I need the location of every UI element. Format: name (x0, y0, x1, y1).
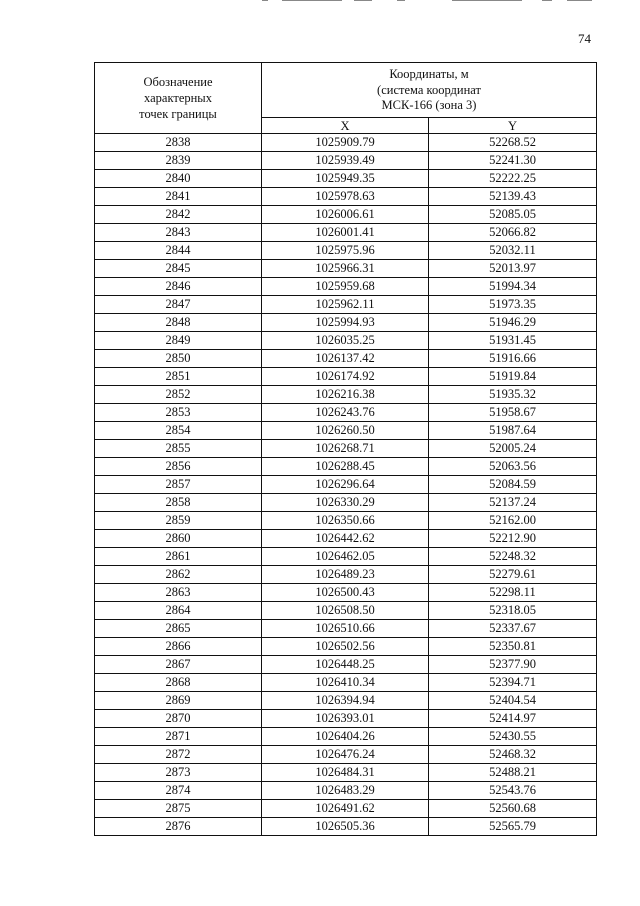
cell-x: 1025909.79 (262, 134, 429, 152)
cell-x: 1025966.31 (262, 260, 429, 278)
cell-point: 2862 (95, 566, 262, 584)
table-row (95, 242, 597, 260)
cell-point: 2864 (95, 602, 262, 620)
table-row (95, 764, 597, 782)
cell-x: 1025994.93 (262, 314, 429, 332)
cell-point: 2851 (95, 368, 262, 386)
cell-x: 1026288.45 (262, 458, 429, 476)
cell-y: 52468.32 (429, 746, 597, 764)
coordinates-table (94, 62, 597, 836)
cell-x: 1026502.56 (262, 638, 429, 656)
cell-point: 2865 (95, 620, 262, 638)
table-row (95, 404, 597, 422)
cell-point: 2866 (95, 638, 262, 656)
table-row (95, 206, 597, 224)
cell-point: 2847 (95, 296, 262, 314)
table-row (95, 728, 597, 746)
cell-point: 2868 (95, 674, 262, 692)
cell-point: 2838 (95, 134, 262, 152)
cell-x: 1026448.25 (262, 656, 429, 674)
cell-x: 1026410.34 (262, 674, 429, 692)
header-y: Y (429, 118, 597, 134)
cell-y: 52414.97 (429, 710, 597, 728)
table-row (95, 188, 597, 206)
table-row (95, 368, 597, 386)
cell-point: 2852 (95, 386, 262, 404)
cell-x: 1026243.76 (262, 404, 429, 422)
cell-y: 52162.00 (429, 512, 597, 530)
cell-x: 1026260.50 (262, 422, 429, 440)
cell-y: 51935.32 (429, 386, 597, 404)
scan-top-rule (262, 0, 592, 2)
header-point-designation: Обозначение характерных точек границы (95, 63, 262, 134)
cell-y: 52005.24 (429, 440, 597, 458)
cell-y: 52248.32 (429, 548, 597, 566)
table-row (95, 332, 597, 350)
cell-y: 52139.43 (429, 188, 597, 206)
cell-y: 52222.25 (429, 170, 597, 188)
cell-y: 51946.29 (429, 314, 597, 332)
cell-point: 2842 (95, 206, 262, 224)
table-row (95, 656, 597, 674)
cell-y: 52565.79 (429, 818, 597, 836)
cell-x: 1026500.43 (262, 584, 429, 602)
cell-x: 1025959.68 (262, 278, 429, 296)
table-row (95, 620, 597, 638)
cell-x: 1026350.66 (262, 512, 429, 530)
table-row (95, 530, 597, 548)
cell-point: 2841 (95, 188, 262, 206)
table-row (95, 818, 597, 836)
cell-y: 51994.34 (429, 278, 597, 296)
cell-x: 1026216.38 (262, 386, 429, 404)
cell-point: 2844 (95, 242, 262, 260)
cell-point: 2848 (95, 314, 262, 332)
cell-x: 1025949.35 (262, 170, 429, 188)
cell-x: 1026462.05 (262, 548, 429, 566)
table-row (95, 386, 597, 404)
cell-x: 1026483.29 (262, 782, 429, 800)
table-row (95, 458, 597, 476)
cell-point: 2857 (95, 476, 262, 494)
cell-point: 2854 (95, 422, 262, 440)
cell-y: 52268.52 (429, 134, 597, 152)
cell-y: 52543.76 (429, 782, 597, 800)
cell-y: 51973.35 (429, 296, 597, 314)
table-row (95, 566, 597, 584)
cell-x: 1025939.49 (262, 152, 429, 170)
cell-x: 1025962.11 (262, 296, 429, 314)
cell-y: 52241.30 (429, 152, 597, 170)
cell-y: 52279.61 (429, 566, 597, 584)
table-row (95, 692, 597, 710)
cell-x: 1026489.23 (262, 566, 429, 584)
cell-x: 1026393.01 (262, 710, 429, 728)
cell-point: 2846 (95, 278, 262, 296)
table-row (95, 512, 597, 530)
cell-point: 2853 (95, 404, 262, 422)
cell-y: 52337.67 (429, 620, 597, 638)
cell-x: 1026476.24 (262, 746, 429, 764)
cell-y: 52085.05 (429, 206, 597, 224)
cell-x: 1026508.50 (262, 602, 429, 620)
cell-point: 2850 (95, 350, 262, 368)
cell-y: 52013.97 (429, 260, 597, 278)
cell-x: 1025978.63 (262, 188, 429, 206)
cell-y: 51958.67 (429, 404, 597, 422)
cell-point: 2858 (95, 494, 262, 512)
cell-point: 2849 (95, 332, 262, 350)
table-row (95, 152, 597, 170)
table-row (95, 440, 597, 458)
cell-point: 2874 (95, 782, 262, 800)
cell-x: 1026137.42 (262, 350, 429, 368)
cell-y: 52298.11 (429, 584, 597, 602)
cell-y: 52084.59 (429, 476, 597, 494)
cell-y: 52063.56 (429, 458, 597, 476)
cell-point: 2863 (95, 584, 262, 602)
table-row (95, 584, 597, 602)
table-row (95, 494, 597, 512)
table-row (95, 746, 597, 764)
table-row (95, 314, 597, 332)
cell-point: 2872 (95, 746, 262, 764)
table-row (95, 548, 597, 566)
table-row (95, 782, 597, 800)
cell-y: 52032.11 (429, 242, 597, 260)
table-row (95, 260, 597, 278)
cell-y: 51919.84 (429, 368, 597, 386)
cell-y: 52404.54 (429, 692, 597, 710)
cell-y: 52560.68 (429, 800, 597, 818)
cell-x: 1026330.29 (262, 494, 429, 512)
table-row (95, 278, 597, 296)
cell-x: 1026510.66 (262, 620, 429, 638)
cell-y: 52488.21 (429, 764, 597, 782)
cell-point: 2845 (95, 260, 262, 278)
cell-y: 52430.55 (429, 728, 597, 746)
cell-point: 2870 (95, 710, 262, 728)
cell-y: 52394.71 (429, 674, 597, 692)
table-row (95, 224, 597, 242)
cell-x: 1026394.94 (262, 692, 429, 710)
table-row (95, 638, 597, 656)
cell-x: 1026442.62 (262, 530, 429, 548)
cell-x: 1026035.25 (262, 332, 429, 350)
cell-point: 2871 (95, 728, 262, 746)
header-coordinates: Координаты, м (система координат МСК-166 (зона 3) (262, 63, 597, 118)
table-row (95, 422, 597, 440)
cell-point: 2856 (95, 458, 262, 476)
cell-x: 1026491.62 (262, 800, 429, 818)
cell-y: 51931.45 (429, 332, 597, 350)
table-row (95, 476, 597, 494)
table-row (95, 674, 597, 692)
cell-point: 2876 (95, 818, 262, 836)
table-row (95, 350, 597, 368)
table-row (95, 134, 597, 152)
cell-point: 2843 (95, 224, 262, 242)
cell-y: 52212.90 (429, 530, 597, 548)
cell-x: 1026001.41 (262, 224, 429, 242)
cell-y: 51916.66 (429, 350, 597, 368)
table-row (95, 170, 597, 188)
cell-y: 52137.24 (429, 494, 597, 512)
cell-point: 2839 (95, 152, 262, 170)
cell-point: 2869 (95, 692, 262, 710)
cell-point: 2860 (95, 530, 262, 548)
cell-point: 2859 (95, 512, 262, 530)
cell-x: 1026006.61 (262, 206, 429, 224)
cell-y: 51987.64 (429, 422, 597, 440)
cell-x: 1026404.26 (262, 728, 429, 746)
cell-y: 52066.82 (429, 224, 597, 242)
cell-point: 2855 (95, 440, 262, 458)
header-x: X (262, 118, 429, 134)
cell-x: 1025975.96 (262, 242, 429, 260)
table-body (95, 134, 597, 836)
cell-y: 52377.90 (429, 656, 597, 674)
cell-y: 52318.05 (429, 602, 597, 620)
cell-y: 52350.81 (429, 638, 597, 656)
table-row (95, 602, 597, 620)
page-number: 74 (578, 31, 591, 46)
cell-x: 1026174.92 (262, 368, 429, 386)
cell-x: 1026268.71 (262, 440, 429, 458)
cell-x: 1026505.36 (262, 818, 429, 836)
table-row (95, 710, 597, 728)
cell-x: 1026484.31 (262, 764, 429, 782)
cell-point: 2861 (95, 548, 262, 566)
table-row (95, 800, 597, 818)
cell-point: 2867 (95, 656, 262, 674)
table-row (95, 296, 597, 314)
cell-point: 2873 (95, 764, 262, 782)
cell-x: 1026296.64 (262, 476, 429, 494)
cell-point: 2875 (95, 800, 262, 818)
cell-point: 2840 (95, 170, 262, 188)
